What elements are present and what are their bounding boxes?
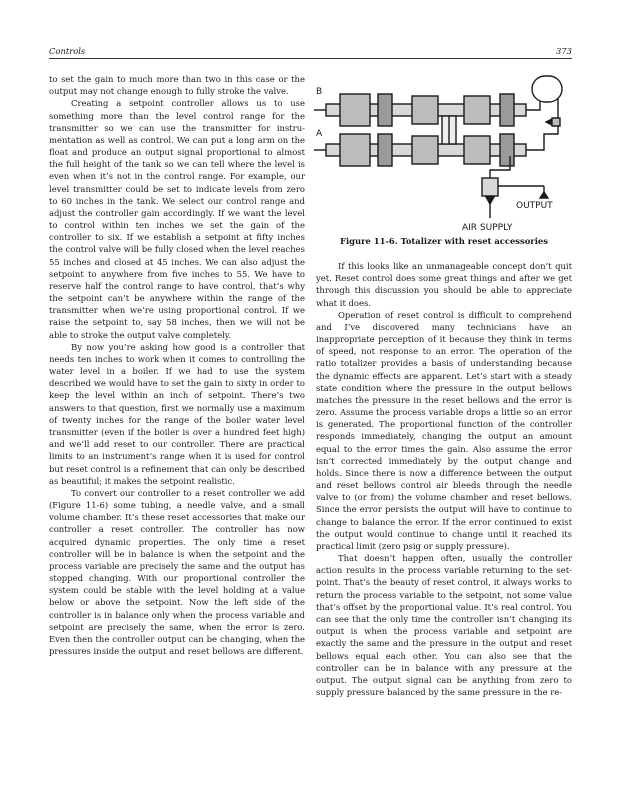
paragraph: By now you’re asking how good is a controller that needs ten inches to work when it comes to controlling the water level in a boiler. If we had to use the system described we would have to set the gain to sixty in order to keep the level within an inch of setpoint. There’s two answers to that question, first we normally use a maximum of twenty inches for the range of the boiler water level transmitter (even if the boiler is over a hundred feet high) and we’ll add reset to our controller. There are practical limits to an instrument’s range when it is used for control but reset control is a refinement that can only be described as beautiful; it makes the setpoint realistic. [49, 341, 305, 486]
air-supply-label: AIR SUPPLY [462, 223, 513, 233]
figure-caption: Figure 11-6. Totalizer with reset accessories [340, 236, 548, 246]
port-label-b: B [316, 87, 323, 97]
header-rule [49, 58, 572, 59]
port-label-a: A [316, 129, 323, 139]
paragraph: to set the gain to much more than two in this case or the output may not change enough to fully stroke the valve. [49, 74, 305, 97]
paragraph: Creating a setpoint controller allows us to use something more than the level control range for the transmitter so we can use the transmitter for instrumentation as well as control. We can put a long arm on the float and produce an output signal proportional to almost the full height of the tank so we can tell where the level is even when it’s not in the control range. For example, our level transmitter could be set to indicate levels from zero to 60 inches in the tank. We select our control range and adjust the controller gain accordingly. If we want the level to control within ten inches we set the gain of the controller to six. If we establish a setpoint at fifty inches the control valve will be fully closed when the level reaches 55 inches and closed at 45 inches. We can also adjust the setpoint to anywhere from five inches to 55. We have to reserve half the control range to have control, that’s why the setpoint can’t be anywhere within the range of the transmitter when we’re using proportional control. If we raise the setpoint to, say 58 inches, then we will not be able to stroke the output valve completely. [49, 98, 305, 340]
page-number: 373 [556, 46, 572, 56]
paragraph: To convert our controller to a reset controller we add (Figure 11-6) some tubing, a needle valve, and a small volume chamber. It’s these reset accessories that make our controller a reset controller. The controller has now acquired dynamic properties. The only time a reset controller will be in balance is when the setpoint and the process variable are precisely the same and the output has stopped changing. With our proportional controller the system could be stable with the level holding at a value below or above the setpoint. Now the left side of the controller is in balance only when the process variable and setpoint are precisely the same, when the error is zero. Even then the controller output can be changing, when the pressures inside the output and reset bellows are different. [49, 487, 305, 657]
output-label: OUTPUT [516, 201, 553, 211]
totalizer-diagram [314, 74, 573, 234]
left-column [49, 73, 305, 657]
paragraph: If this looks like an unmanageable concept don’t quit yet. Reset control does some great things and after we get through this discussion you should be able to appreciate what it does. [316, 261, 572, 308]
paragraph: Operation of reset control is difficult to comprehend and I’ve discovered many technicians have an inappropriate perception of it because they think in terms of speed, not response to an error. The operation of the ratio totalizer provides a basis of understanding because the dynamic effects are apparent. Let’s start with a steady state condition where the pressure in the output bellows matches the pressure in the reset bellows and the error is zero. Assume the process variable drops a little so an error is generated. The proportional function of the controller responds immediately, changing the output an amount equal to the error times the gain. Also assume the error isn’t corrected immediately by the output change and holds. Since there is now a difference between the output and reset bellows control air bleeds through the needle valve to (or from) the volume chamber and reset bellows. Since the error persists the output will have to continue to change to balance the error. If the error continued to exist the output would continue to change until it reached its practical limit (zero psig or supply pressure). [316, 309, 572, 551]
paragraph: That doesn’t happen often, usually the controller action results in the process variable returning to the setpoint. That’s the beauty of reset control, it always works to return the process variable to the setpoint, not some value that’s offset by the proportional value. It’s real control. You can see that the only time the controller isn’t changing its output is when the process variable and setpoint are exactly the same and the pressure in the output and reset bellows equal each other. You can also see that the controller can be in balance with any pressure at the output. The output signal can be anything from zero to supply pressure balanced by the same pressure in the re- [316, 553, 572, 698]
diagram-linework [314, 76, 562, 218]
right-column [316, 260, 572, 698]
running-header-chapter: Controls [49, 46, 86, 56]
